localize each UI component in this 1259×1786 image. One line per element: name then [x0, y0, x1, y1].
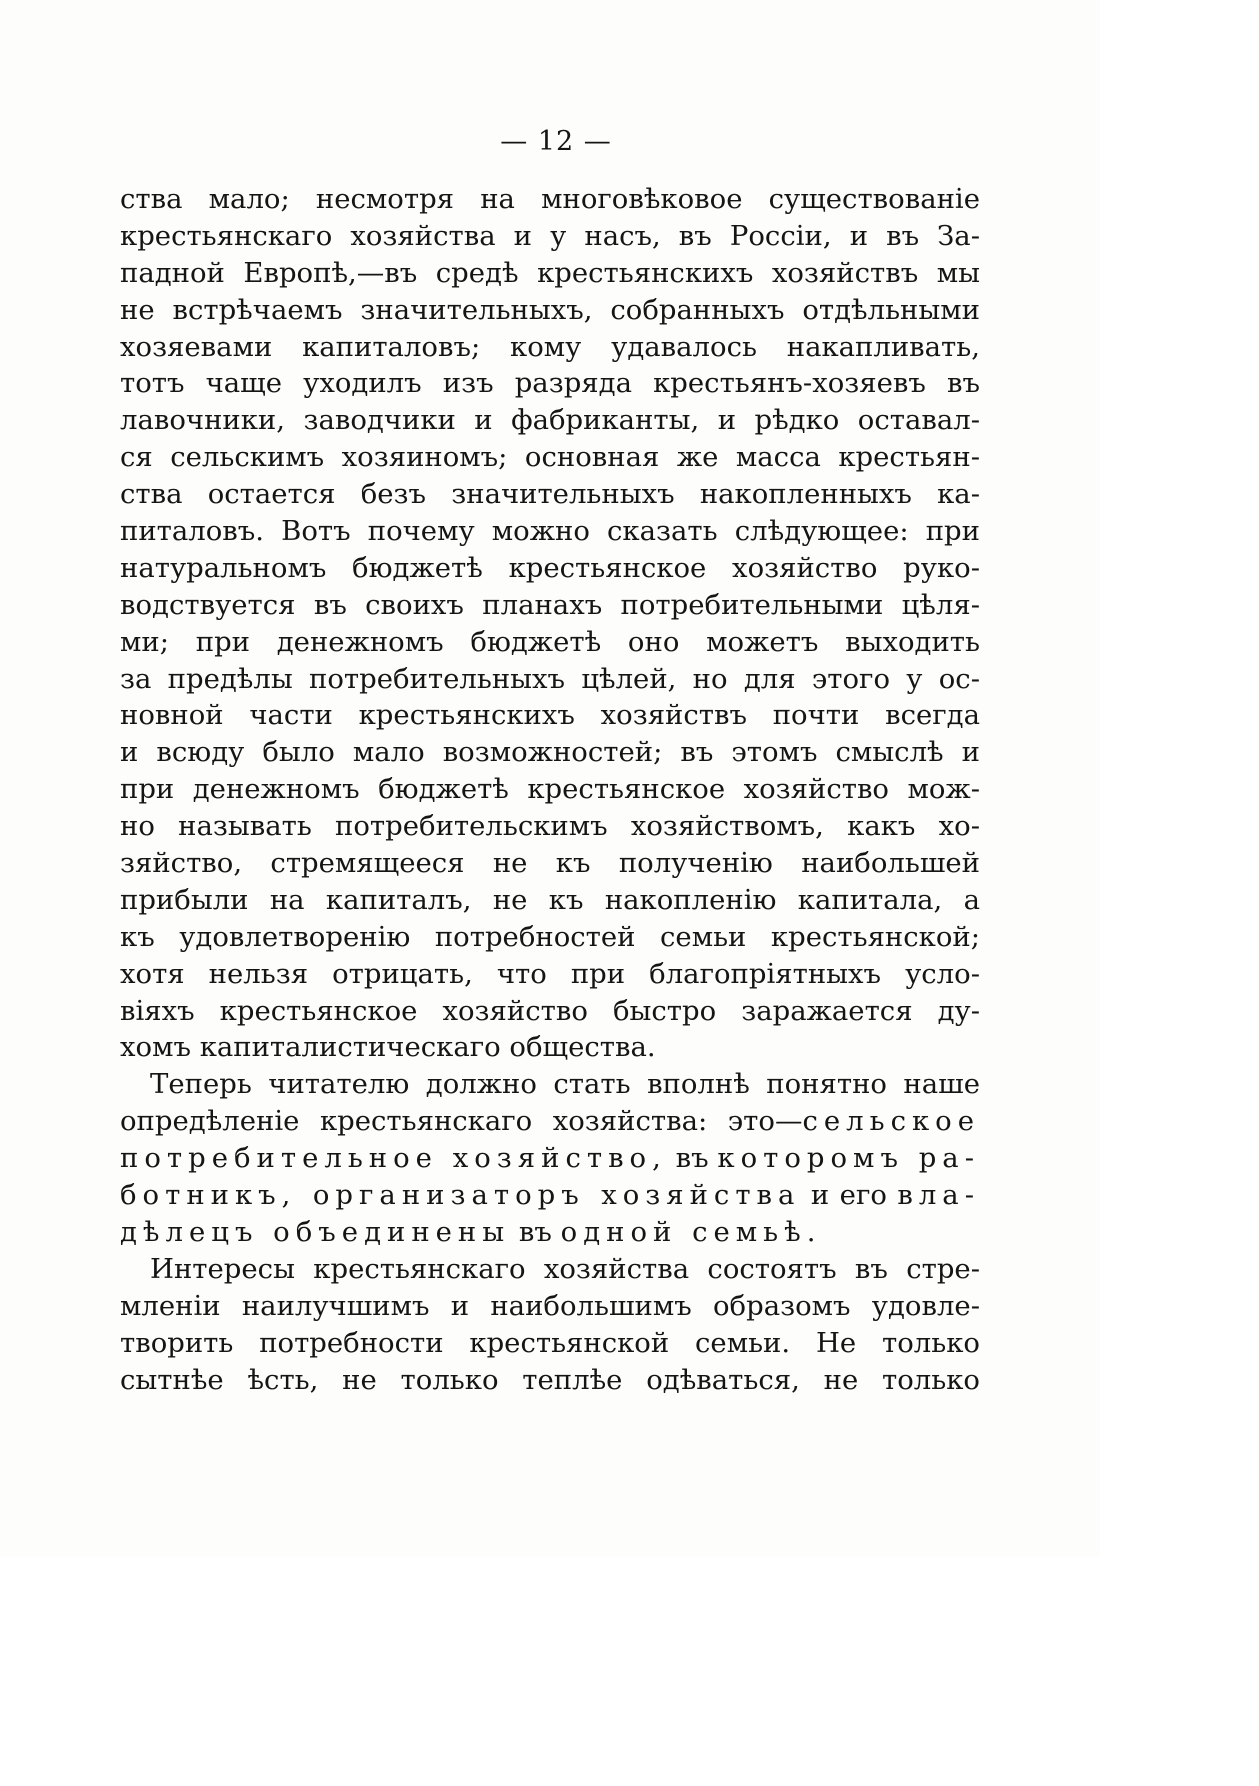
- text-line: лавочники, заводчики и фабриканты, и рѣдко оставал-: [120, 404, 980, 437]
- text-line: но называть потребительскимъ хозяйствомъ, какъ хо-: [120, 810, 980, 843]
- text-segment: и его: [810, 1179, 887, 1212]
- text-line: хотя нельзя отрицать, что при благопріятныхъ усло-: [120, 957, 980, 990]
- text-line: [120, 1177, 980, 1214]
- emphasized-text: потребительное хозяйство,: [120, 1142, 667, 1175]
- text-segment: въ: [675, 1142, 709, 1175]
- text-line: водствуется въ своихъ планахъ потребительными цѣля-: [120, 588, 980, 621]
- text-line: творить потребности крестьянской семьи. Не только: [120, 1326, 980, 1359]
- text-line: мленіи наилучшимъ и наибольшимъ образомъ удовле-: [120, 1289, 980, 1322]
- text-line: [120, 1103, 980, 1140]
- page-number: — 12 —: [500, 126, 612, 157]
- text-line: не встрѣчаемъ значительныхъ, собранныхъ отдѣльными: [120, 293, 980, 326]
- paragraph-3: [120, 1251, 980, 1399]
- text-line: падной Европѣ,—въ средѣ крестьянскихъ хозяйствъ мы: [120, 256, 980, 289]
- emphasized-text: одной семьѣ.: [560, 1215, 822, 1248]
- text-line: и всюду было мало возможностей; въ этомъ смыслѣ и: [120, 736, 980, 769]
- text-line: [120, 1214, 980, 1251]
- text-line: ства остается безъ значительныхъ накопленныхъ ка-: [120, 478, 980, 511]
- emphasized-text: дѣлецъ объединены: [120, 1215, 511, 1248]
- text-line: къ удовлетворенію потребностей семьи крестьянской;: [120, 920, 980, 953]
- emphasized-text: ботникъ, организаторъ хозяйства: [120, 1179, 801, 1212]
- text-line: Теперь читателю должно стать вполнѣ понятно наше: [150, 1068, 980, 1101]
- text-line: тотъ чаще уходилъ изъ разряда крестьянъ-хозяевъ въ: [120, 367, 980, 400]
- text-segment: опредѣленіе крестьянскаго хозяйства: это—: [120, 1105, 803, 1138]
- text-line: ства мало; несмотря на многовѣковое существованіе: [120, 183, 980, 215]
- emphasized-text: сельское: [802, 1105, 980, 1138]
- text-line: хозяевами капиталовъ; кому удавалось накапливать,: [120, 330, 980, 363]
- paragraph-2: [120, 1066, 980, 1250]
- text-segment: въ: [518, 1215, 552, 1248]
- text-line: зяйство, стремящееся не къ полученію наибольшей: [120, 847, 980, 880]
- text-line: прибыли на капиталъ, не къ накопленію капитала, а: [120, 883, 980, 916]
- text-line: питаловъ. Вотъ почему можно сказать слѣдующее: при: [120, 515, 980, 548]
- text-line: крестьянскаго хозяйства и у насъ, въ Россіи, и въ За-: [120, 219, 980, 252]
- text-line: при денежномъ бюджетѣ крестьянское хозяйство мож-: [120, 773, 980, 806]
- text-line: хомъ капиталистическаго общества.: [120, 1031, 656, 1064]
- text-line: за предѣлы потребительныхъ цѣлей, но для этого у ос-: [120, 662, 980, 695]
- text-line: ми; при денежномъ бюджетѣ оно можетъ выходить: [120, 625, 980, 658]
- text-line: новной части крестьянскихъ хозяйствъ почти всегда: [120, 699, 980, 732]
- text-line: ся сельскимъ хозяиномъ; основная же масса крестьян-: [120, 441, 980, 474]
- text-line: віяхъ крестьянское хозяйство быстро заражается ду-: [120, 994, 980, 1027]
- paragraph-1: [120, 181, 980, 1066]
- text-line: сытнѣе ѣсть, не только теплѣе одѣваться, не только: [120, 1363, 980, 1396]
- emphasized-text: которомъ ра-: [717, 1142, 980, 1175]
- body-text: [120, 181, 980, 1398]
- text-line: натуральномъ бюджетѣ крестьянское хозяйство руко-: [120, 551, 980, 584]
- text-line: [120, 1140, 980, 1177]
- emphasized-text: вла-: [897, 1179, 980, 1212]
- text-line: Интересы крестьянскаго хозяйства состоятъ въ стре-: [150, 1252, 980, 1285]
